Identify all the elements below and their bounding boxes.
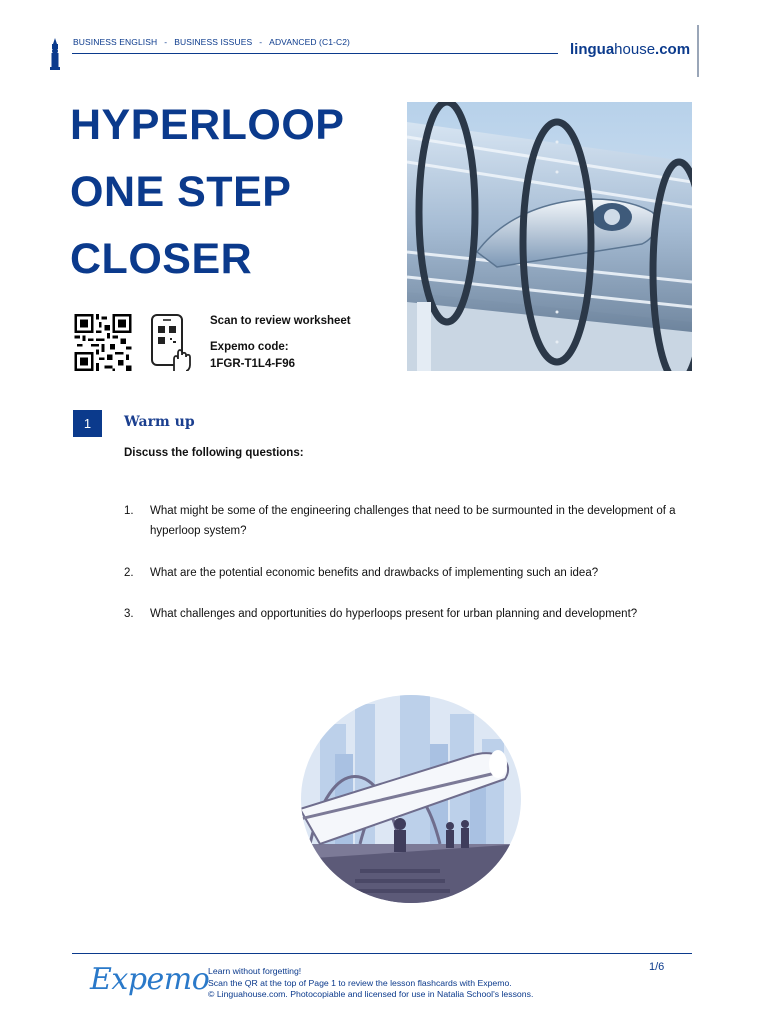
question-text: What are the potential economic benefits and drawbacks of implementing such an idea? [150, 567, 599, 579]
question-item [124, 501, 694, 541]
title-line: CLOSER [70, 235, 253, 283]
breadcrumb-item: BUSINESS ISSUES [174, 37, 253, 47]
expemo-code-label: Expemo code: [210, 341, 289, 353]
footer-line: Learn without forgetting! [208, 966, 302, 976]
question-number: 1. [124, 505, 134, 517]
question-number: 2. [124, 567, 134, 579]
question-item [124, 604, 694, 624]
question-text: What might be some of the engineering challenges that need to be surmounted in the development of a hyperloop system? [150, 505, 676, 537]
page-title [70, 92, 390, 293]
scan-label: Scan to review worksheet [210, 315, 351, 327]
header-divider [72, 53, 558, 54]
expemo-logo: Expemo [90, 962, 210, 997]
breadcrumb-separator: - [164, 37, 168, 47]
footer-line: © Linguahouse.com. Photocopiable and licensed for use in Natalia School's lessons. [208, 989, 534, 999]
hyperloop-tube-image [407, 102, 692, 371]
expemo-code: 1FGR-T1L4-F96 [210, 358, 295, 370]
question-item [124, 563, 694, 583]
hyperloop-city-illustration [300, 694, 522, 904]
phone-scan-icon [150, 313, 192, 371]
scan-info [210, 313, 351, 373]
breadcrumb-separator: - [259, 37, 263, 47]
title-line: ONE STEP [70, 168, 292, 216]
breadcrumb-item: ADVANCED (C1-C2) [269, 37, 350, 47]
big-ben-icon [49, 38, 61, 70]
section-number-badge: 1 [73, 410, 102, 437]
brand-logo [570, 41, 690, 58]
title-line: HYPERLOOP [70, 101, 345, 149]
instruction-text: Discuss the following questions: [124, 447, 304, 459]
question-text: What challenges and opportunities do hyperloops present for urban planning and development? [150, 608, 638, 620]
breadcrumb-item: BUSINESS ENGLISH [73, 37, 158, 47]
brand-part: lingua [570, 41, 615, 58]
brand-part: house [614, 41, 656, 58]
brand-part: .com [655, 41, 691, 58]
breadcrumb [73, 37, 350, 47]
footer-text [208, 966, 533, 1001]
question-number: 3. [124, 608, 134, 620]
footer-line: Scan the QR at the top of Page 1 to review the lesson flashcards with Expemo. [208, 977, 512, 988]
section-title: Warm up [124, 414, 195, 430]
qr-code-icon [73, 314, 133, 371]
brand-divider [697, 25, 699, 77]
page-number: 1/6 [649, 961, 665, 973]
footer-divider [72, 953, 692, 954]
